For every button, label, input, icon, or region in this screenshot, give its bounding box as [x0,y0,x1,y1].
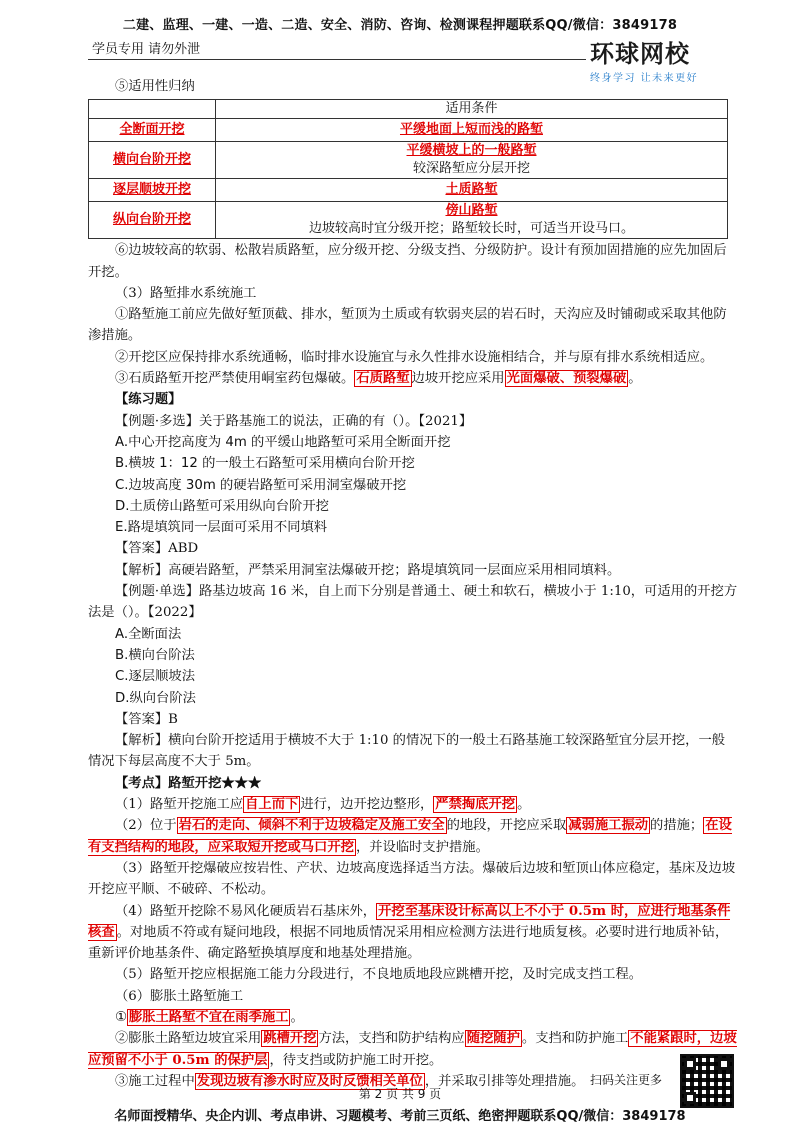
text: ，并采取引排等处理措施。 [424,1073,585,1089]
text: ③施工过程中 [115,1073,195,1089]
paragraph [88,815,738,858]
text: ，待支挡或防护施工时开挖。 [269,1052,443,1068]
method-label: 全断面开挖 [89,119,216,142]
qr-finder [718,1058,730,1070]
text: 边坡开挖应采用 [411,371,505,387]
paragraph [88,1007,738,1028]
option: D.土质傍山路堑可采用纵向台阶开挖 [115,498,329,514]
table-row [89,142,728,179]
table-header-row [89,100,728,119]
condition-text: 平缓横坡上的一般路堑 [406,143,537,159]
highlight: 自上而下 [245,797,299,813]
text: 的地段，开挖应采取 [446,818,567,834]
table-row [89,179,728,202]
condition-text: 土质路堑 [445,182,498,198]
table-cell [89,100,216,119]
header-note: 学员专用 请勿外泄 [92,42,201,57]
condition-note: 边坡较高时宜分级开挖；路堑较长时，可适当开设马口。 [308,221,634,237]
table-row [89,119,728,142]
paragraph [88,368,738,389]
condition-note: 较深路堑应分层开挖 [412,161,530,177]
paragraph: ⑥边坡较高的软弱、松散岩质路堑，应分级开挖、分级支挡、分级防护。设计有预加固措施的应先加固后开挖。 [88,243,727,280]
method-label: 横向台阶开挖 [89,142,216,179]
explanation: 【解析】横向台阶开挖适用于横坡不大于 1:10 的情况下的一般土石路基施工较深路堑宜分层开挖，一般情况下每层高度不大于 5m。 [88,733,726,770]
paragraph [88,901,738,965]
option: B.横坡 1：12 的一般土石路堑可采用横向台阶开挖 [115,456,415,472]
option: C.边坡高度 30m 的硬岩路堑可采用洞室爆破开挖 [115,477,407,493]
answer: 【答案】B [115,711,178,727]
section-title: ⑤适用性归纳 [115,79,195,94]
header-contact: 二建、监理、一建、一造、二造、安全、消防、咨询、检测课程押题联系QQ/微信：3849178 [122,18,678,33]
highlight: 在设有支挡结构的地段，应采取短开挖或马口开挖 [88,818,732,855]
text: ②膨胀土路堑边坡宜采用 [115,1031,262,1047]
logo [590,34,740,82]
scan-prompt: 扫码关注更多 [590,1073,663,1087]
paragraph: ①路堑施工前应先做好堑顶截、排水，堑顶为土质或有软弱夹层的岩石时，天沟应及时铺砌或采取其他防渗措施。 [88,307,727,344]
paragraph: ②开挖区应保持排水系统通畅，临时排水设施宜与永久性排水设施相结合，并与原有排水系统相适应。 [115,349,714,365]
highlight: 减弱施工振动 [568,818,649,834]
paragraph: （5）路堑开挖应根据施工能力分段进行，不良地质地段应跳槽开挖，及时完成支挡工程。 [115,967,643,983]
paragraph [88,1028,738,1071]
paragraph [88,794,738,815]
qr-finder [684,1058,696,1070]
option: A.全断面法 [115,626,182,642]
highlight: 石质路堑 [356,371,410,387]
practice-heading: 【练习题】 [115,392,182,408]
text: 的措施； [650,818,704,834]
highlight: 膨胀土路堑不宜在雨季施工 [128,1009,289,1025]
highlight: 随挖随护 [466,1031,520,1047]
text: 。 [290,1009,304,1025]
text: 。 [517,797,531,813]
page-number: 第 2 页 共 9 页 [358,1087,442,1101]
method-label: 纵向台阶开挖 [89,202,216,239]
subheading: （6）膨胀土路堑施工 [115,988,244,1004]
option: B.横向台阶法 [115,647,195,663]
text: ③石质路堑开挖严禁使用峒室药包爆破。 [115,371,355,387]
question: 【例题·多选】关于路基施工的说法，正确的有（）。【2021】 [115,413,473,429]
condition-cell [216,119,728,142]
text: （4）路堑开挖除不易风化硬质岩石基床外， [115,903,377,919]
explanation: 【解析】高硬岩路堑，严禁采用洞室法爆破开挖；路堤填筑同一层面应采用相同填料。 [115,562,621,578]
condition-text: 傍山路堑 [445,203,498,219]
text: （1）路堑开挖施工应 [115,797,244,813]
header-rule [88,59,586,60]
text: 。对地质不符或有疑问地段，根据不同地质情况采用相应检测方法进行地质复核。必要时进行地质补钻，重新评价地基条件、确定路堑换填厚度和地基处理措施。 [88,924,729,962]
table-row [89,202,728,239]
subheading: （3）路堑排水系统施工 [115,285,257,301]
highlight: 发现边坡有渗水时应及时反馈相关单位 [196,1073,423,1089]
footer-contact: 名师面授精华、央企内训、考点串讲、习题模考、考前三页纸、绝密押题联系QQ/微信：3849178 [114,1109,686,1124]
condition-cell [216,142,728,179]
highlight: 严禁掏底开挖 [435,797,516,813]
question: 【例题·单选】路基边坡高 16 米，自上而下分别是普通土、硬土和软石，横坡小于 1:10，可适用的开挖方法是（）。【2022】 [88,584,738,621]
highlight: 光面爆破、预裂爆破 [506,371,627,387]
condition-text: 平缓地面上短而浅的路堑 [399,122,543,138]
keypoint-heading: 【考点】路堑开挖★★★ [115,775,262,791]
option: C.逐层顺坡法 [115,669,195,685]
option: E.路堤填筑同一层面可采用不同填料 [115,520,328,536]
text: ① [115,1009,127,1025]
highlight: 岩石的走向、倾斜不利于边坡稳定及施工安全 [178,818,445,834]
logo-slogan: 终身学习 让未来更好 [590,73,699,84]
page-body [88,76,738,1092]
method-label: 逐层顺坡开挖 [89,179,216,202]
highlight: 开挖至基床设计标高以上不小于 0.5m 时，应进行地基条件核查 [88,903,731,940]
highlight: 不能紧跟时，边坡应预留不小于 0.5m 的保护层 [88,1031,737,1068]
applicability-table [88,99,728,239]
condition-cell [216,179,728,202]
highlight: 跳槽开挖 [263,1031,317,1047]
option: A.中心开挖高度为 4m 的平缓山地路堑可采用全断面开挖 [115,434,451,450]
option: D.纵向台阶法 [115,690,196,706]
logo-name: 环球网校 [590,40,690,68]
condition-cell [216,202,728,239]
paragraph: （3）路堑开挖爆破应按岩性、产状、边坡高度选择适当方法。爆破后边坡和堑顶山体应稳定，基床及边坡开挖应平顺、不破碎、不松动。 [88,860,736,898]
text: 。支挡和防护施工 [521,1031,629,1047]
answer: 【答案】ABD [115,541,199,557]
text: 。 [628,371,642,387]
text: ，并设临时支护措施。 [355,839,489,855]
table-header: 适用条件 [216,100,728,119]
text: 方法，支挡和防护结构应 [318,1031,465,1047]
text: （2）位于 [115,818,177,834]
text: 进行，边开挖边整形， [300,797,434,813]
